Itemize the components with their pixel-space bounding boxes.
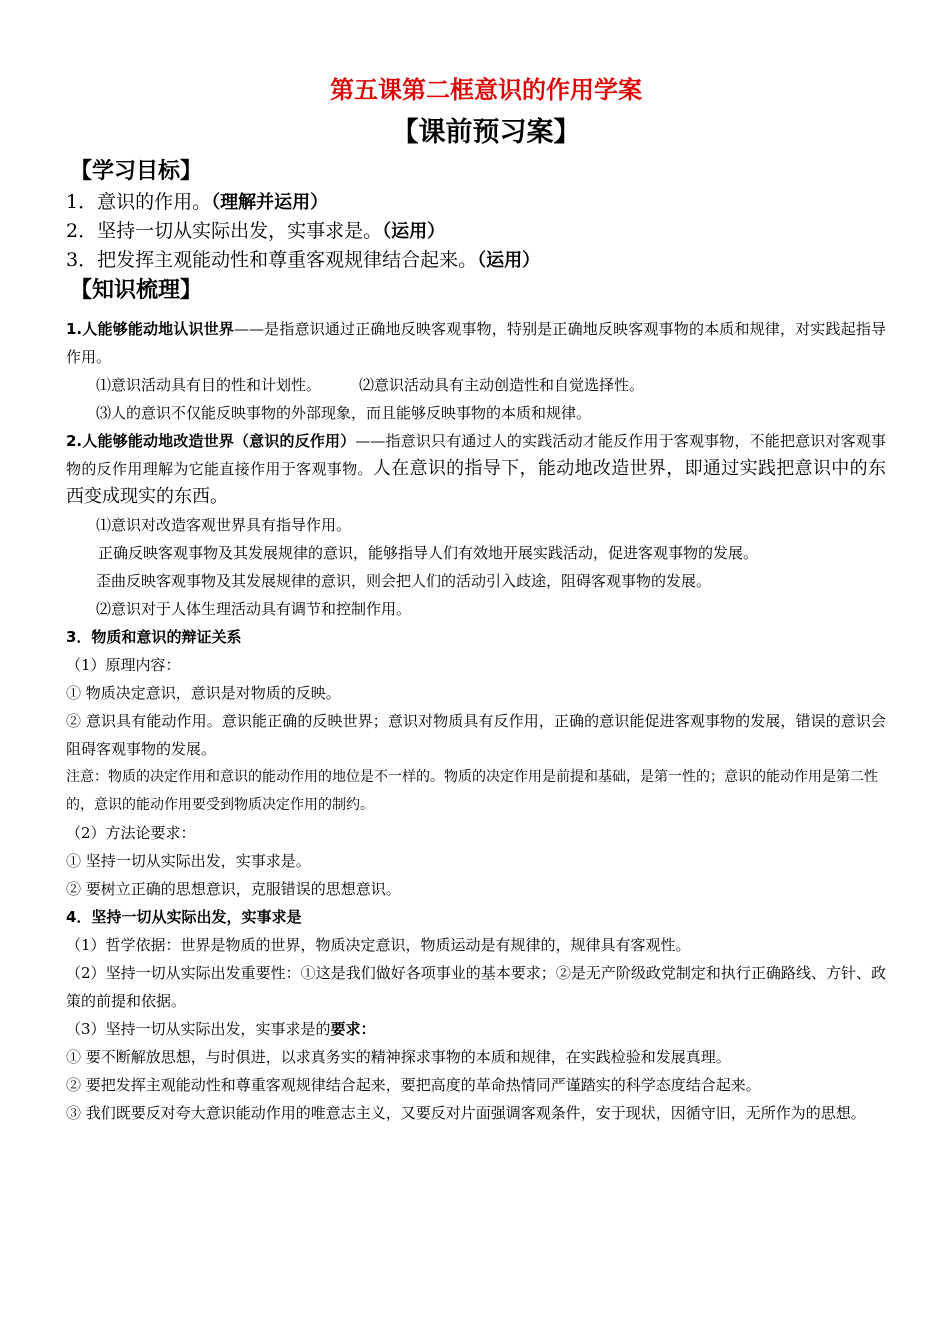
section-3: 3．物质和意识的辩证关系 xyxy=(66,628,242,646)
section-3-note: 注意：物质的决定作用和意识的能动作用的地位是不一样的。物质的决定作用是前提和基础，是第一性的；意识的能动作用是第二性的，意识的能动作用要受到物质决定作用的制约。 xyxy=(66,769,878,813)
section-1: 1.人能够能动地认识世界——是指意识通过正确地反映客观事物，特别是正确地反映客观事物的本质和规律，对实践起指导作用。 xyxy=(66,320,886,366)
section-4-d3: ③ 我们既要反对夸大意识能动作用的唯意志主义，又要反对片面强调客观条件，安于现状，因循守旧，无所作为的思想。 xyxy=(66,1104,866,1122)
section-3-b1: ① 坚持一切从实际出发，实事求是。 xyxy=(66,852,311,870)
section-2-point-2: ⑵意识对于人体生理活动具有调节和控制作用。 xyxy=(96,600,412,618)
section-3-a1: ① 物质决定意识，意识是对物质的反映。 xyxy=(66,684,341,702)
section-4: 4．坚持一切从实际出发，实事求是 xyxy=(66,908,302,926)
goal-item: 3．把发挥主观能动性和尊重客观规律结合起来。（运用） xyxy=(66,249,541,271)
section-2: 2.人能够能动地改造世界（意识的反作用）——指意识只有通过人的实践活动才能反作用于客观事物，不能把意识对客观事物的反作用理解为它能直接作用于客观事物。人在意识的指导下，能动地改造世界，即通过实践把意识中的东西变成现实的东西。 xyxy=(66,432,886,507)
section-4-c3: （3）坚持一切从实际出发，实事求是的要求： xyxy=(66,1020,376,1038)
goal-item: 1．意识的作用。（理解并运用） xyxy=(66,191,329,213)
section-4-d2: ② 要把发挥主观能动性和尊重客观规律结合起来，要把高度的革命热情同严谨踏实的科学态度结合起来。 xyxy=(66,1076,761,1094)
goal-item: 2．坚持一切从实际出发，实事求是。（运用） xyxy=(66,220,446,242)
knowledge-heading: 【知识梳理】 xyxy=(70,278,203,303)
section-title: 2.人能够能动地改造世界（意识的反作用） xyxy=(66,432,356,450)
section-title: 1.人能够能动地认识世界 xyxy=(66,320,235,338)
goals-heading: 【学习目标】 xyxy=(70,159,203,184)
document-subtitle: 【课前预习案】 xyxy=(391,117,581,148)
section-4-d1: ① 要不断解放思想，与时俱进，以求真务实的精神探求事物的本质和规律，在实践检验和发展真理。 xyxy=(66,1048,731,1066)
section-3-a2: ② 意识具有能动作用。意识能正确的反映世界；意识对物质具有反作用，正确的意识能促进客观事物的发展，错误的意识会阻碍客观事物的发展。 xyxy=(66,712,886,758)
section-4-c2: （2）坚持一切从实际出发重要性：①这是我们做好各项事业的基本要求；②是无产阶级政党制定和执行正确路线、方针、政策的前提和依据。 xyxy=(66,964,886,1010)
section-4-c1: （1）哲学依据：世界是物质的世界，物质决定意识，物质运动是有规律的，规律具有客观性。 xyxy=(66,936,691,954)
section-3-b2: ② 要树立正确的思想意识，克服错误的思想意识。 xyxy=(66,880,401,898)
section-3-q1: （1）原理内容： xyxy=(66,656,181,674)
section-3-q2: （2）方法论要求： xyxy=(66,824,196,842)
section-1-points: ⑴意识活动具有目的性和计划性。 ⑵意识活动具有主动创造性和自觉选择性。 xyxy=(96,376,645,394)
section-2-point-1a: 正确反映客观事物及其发展规律的意识，能够指导人们有效地开展实践活动，促进客观事物的发展。 xyxy=(98,544,759,562)
document-page xyxy=(66,70,886,1127)
section-2-point-1b: 歪曲反映客观事物及其发展规律的意识，则会把人们的活动引入歧途，阻碍客观事物的发展。 xyxy=(96,572,712,590)
document-title: 第五课第二框意识的作用学案 xyxy=(330,76,642,104)
section-1-point-3: ⑶人的意识不仅能反映事物的外部现象，而且能够反映事物的本质和规律。 xyxy=(96,404,592,422)
section-2-point-1: ⑴意识对改造客观世界具有指导作用。 xyxy=(96,516,352,534)
